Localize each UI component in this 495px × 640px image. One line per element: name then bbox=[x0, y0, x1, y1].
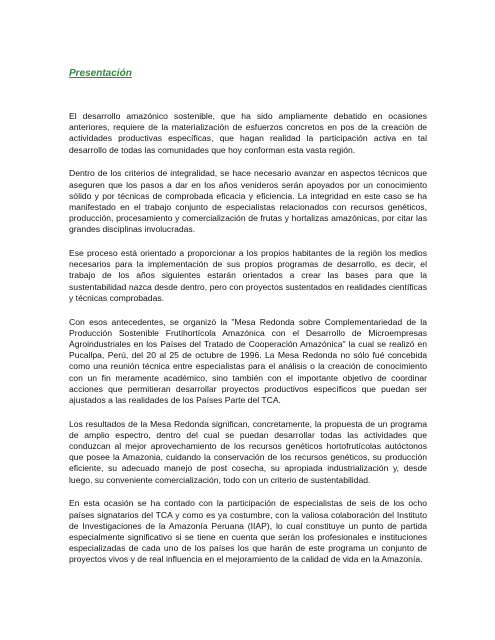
paragraph-6: En esta ocasión se ha contado con la participación de especialistas de seis de los ocho países signatarios del TCA y como es ya costumbre, con la valiosa colaboración del Instituto de Investigaciones de la Amazonía Peruana (IIAP), lo cual constituye un punto de partida especialmente significativo si se tiene en cuenta que serán los profesionales e instituciones especializadas de cada uno de los países los que harán de este programa un conjunto de proyectos vivos y de real influencia en el mejoramiento de la calidad de vida en la Amazonía. bbox=[69, 498, 427, 565]
paragraph-1: El desarrollo amazónico sostenible, que ha sido ampliamente debatido en ocasiones anteriores, requiere de la materialización de esfuerzos concretos en pos de la creación de actividades productivas específicas, que hagan realidad la participación activa en tal desarrollo de todas las comunidades que hoy conforman esta vasta región. bbox=[69, 111, 427, 155]
paragraph-2: Dentro de los criterios de integralidad, se hace necesario avanzar en aspectos técnicos que aseguren que los pasos a dar en los años venideros serán apoyados por un conocimiento sólido y por técnicas de comprobada eficacia y eficiencia. La integridad en este caso se ha manifestado en el trabajo conjunto de especialistas relacionados con recursos genéticos, producción, procesamiento y comercialización de frutas y hortalizas amazónicas, por citar las grandes disciplinas involucradas. bbox=[69, 168, 427, 235]
document-body bbox=[69, 111, 427, 578]
paragraph-3: Ese proceso está orientado a proporcionar a los propios habitantes de la región los medios necesarios para la implementación de sus propios programas de desarrollo, es decir, el trabajo de los años siguientes estarán orientados a crear las bases para que la sustentabilidad nazca desde dentro, pero con proyectos sustentados en realidades científicas y técnicas comprobadas. bbox=[69, 248, 427, 303]
section-heading: Presentación bbox=[69, 68, 132, 79]
paragraph-4: Con esos antecedentes, se organizó la "Mesa Redonda sobre Complementariedad de la Producción Sostenible Frutihortícola Amazónica con el Desarrollo de Microempresas Agroindustriales en los Países del Tratado de Cooperación Amazónica" la cual se realizó en Pucallpa, Perú, del 20 al 25 de octubre de 1996. La Mesa Redonda no sólo fué concebida como una reunión técnica entre especialistas para el análisis o la creación de conocimiento con un fin meramente académico, sino también con el importante objetivo de coordinar acciones que permitieran desarrollar proyectos productivos específicos que puedan ser ajustados a las realidades de los Países Parte del TCA. bbox=[69, 316, 427, 405]
paragraph-5: Los resultados de la Mesa Redonda significan, concretamente, la propuesta de un programa de amplio espectro, dentro del cual se puedan desarrollar todas las actividades que conduzcan al mejor aprovechamiento de los recursos genéticos hortofrutícolas autóctonos que posee la Amazonia, cuidando la conservación de los recursos genéticos, su producción eficiente, su adecuado manejo de post cosecha, su apropiada industrialización y, desde luego, su conveniente comercialización, todo con un criterio de sustentabilidad. bbox=[69, 418, 427, 485]
